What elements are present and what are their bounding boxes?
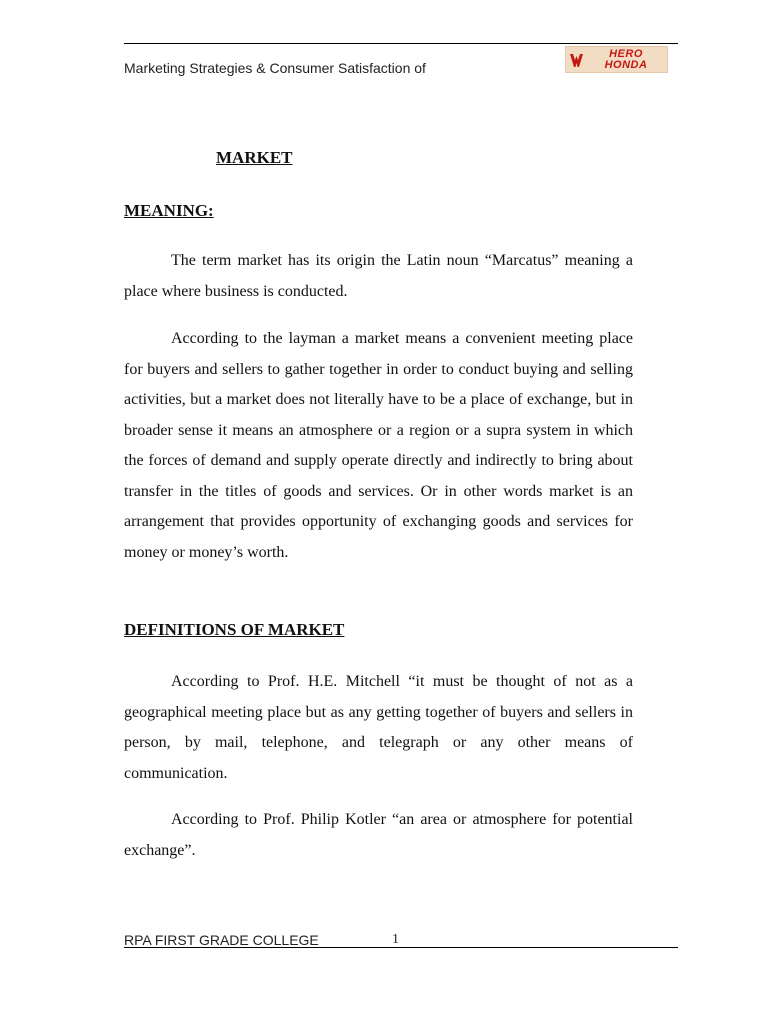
paragraph: According to Prof. Philip Kotler “an area or atmosphere for potential exchange”. bbox=[124, 811, 633, 859]
running-header: Marketing Strategies & Consumer Satisfaction of bbox=[124, 60, 426, 76]
header-rule bbox=[124, 43, 678, 44]
footer-college: RPA FIRST GRADE COLLEGE bbox=[124, 932, 319, 948]
paragraph: According to the layman a market means a convenient meeting place for buyers and sellers to gather together in order to conduct buying and selling activities, but a market does not literally have to be a place of exchange, but in broader sense it means an atmosphere or a region or a supra system in which the forces of demand and supply operate directly and indirectly to bring about transfer in the titles of goods and services. Or in other words market is an arrangement that provides opportunity of exchanging goods and services for money or money’s worth. bbox=[124, 330, 633, 561]
hero-honda-logo-icon bbox=[569, 50, 584, 70]
section-heading-meaning: MEANING: bbox=[124, 201, 214, 220]
footer-rule bbox=[124, 947, 678, 948]
logo-word-hero: HERO bbox=[609, 48, 643, 60]
hero-honda-logo bbox=[565, 46, 668, 73]
section-heading-definitions: DEFINITIONS OF MARKET bbox=[124, 620, 345, 639]
paragraph: The term market has its origin the Latin noun “Marcatus” meaning a place where business is conducted. bbox=[124, 252, 633, 300]
page-number: 1 bbox=[392, 932, 399, 947]
page-title: MARKET bbox=[216, 148, 293, 167]
paragraph: According to Prof. H.E. Mitchell “it must be thought of not as a geographical meeting place but as any getting together of buyers and sellers in person, by mail, telephone, and telegraph or any other means of communication. bbox=[124, 673, 633, 782]
logo-word-honda: HONDA bbox=[604, 59, 648, 71]
